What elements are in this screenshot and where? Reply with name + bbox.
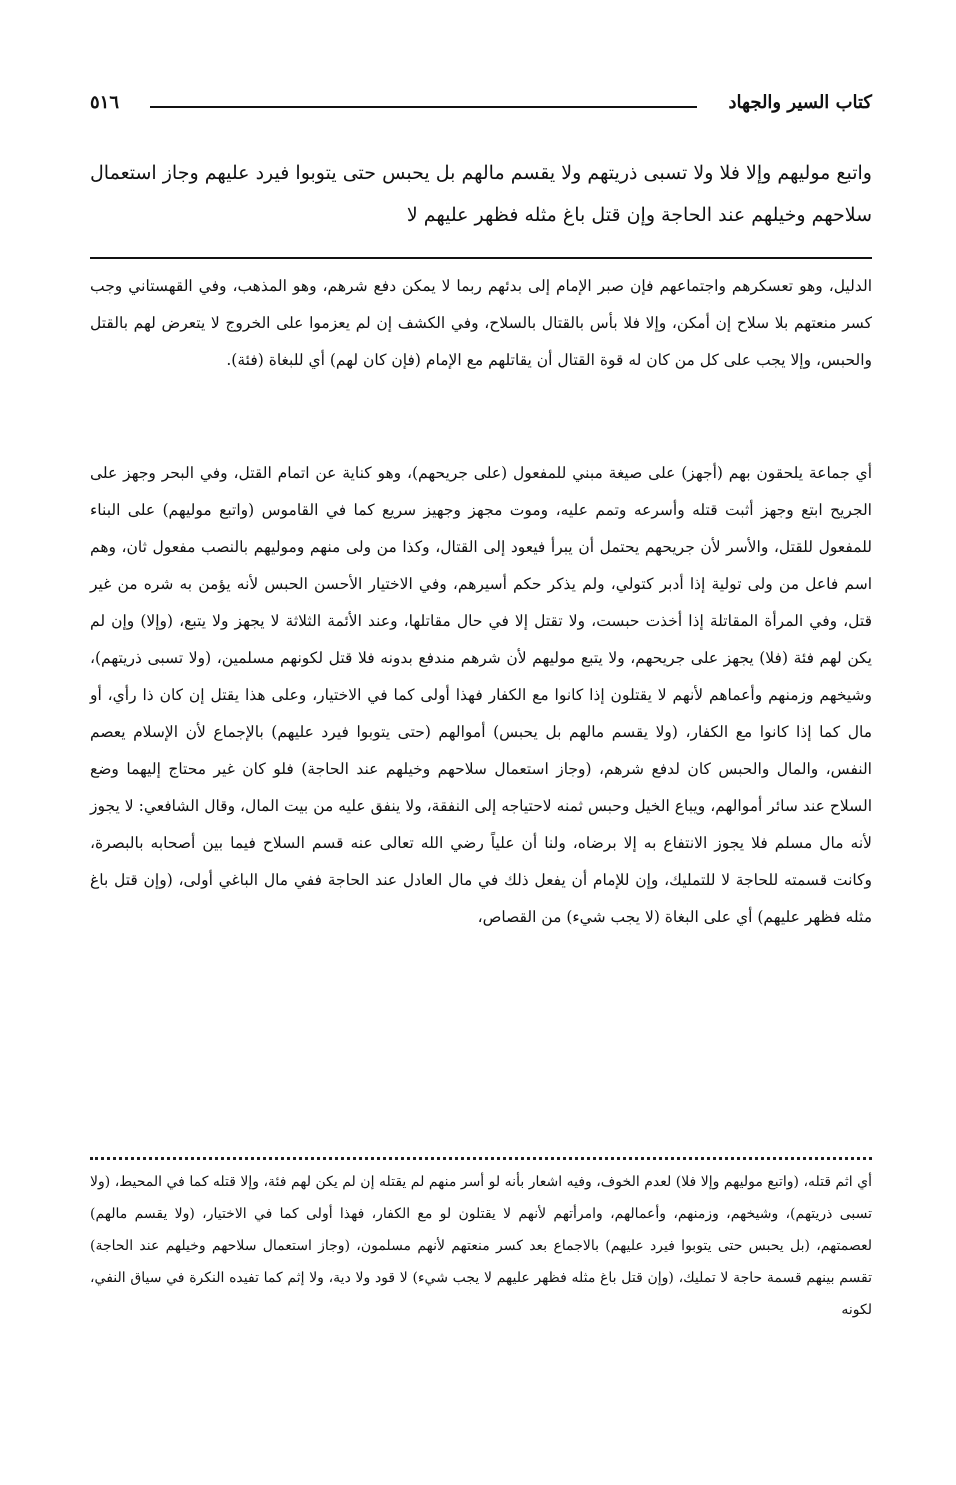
main-text-separator (90, 257, 872, 259)
footnote-separator (90, 1157, 872, 1160)
commentary-paragraph-1: الدليل، وهو تعسكرهم واجتماعهم فإن صبر الإمام إلى بدئهم ربما لا يمكن دفع شرهم، وهو المذهب، وفي القهستاني وجب كسر منعتهم بلا سلاح إن أمكن، وإلا فلا بأس بالقتال بالسلاح، وفي الكشف إن لم يعزموا على الخروج لا يتعرض لهم بالقتل والحبس، وإلا يجب على كل من كان له قوة القتال أن يقاتلهم مع الإمام (فإن كان لهم) أي للبغاة (فئة). (90, 277, 872, 369)
footnote-paragraph: أي اثم قتله، (واتبع موليهم وإلا فلا) لعدم الخوف، وفيه اشعار بأنه لو أسر منهم لم يقتله إن لم يكن لهم فئة، وإلا قتله كما في المحيط، (ولا تسبى ذريتهم)، وشيخهم، وزمنهم، وأعمالهم، وامرأتهم لأنهم لا يقتلون لو مع الكفار، فهذا أولى كما في الاختيار، (ولا يقسم مالهم) لعصمتهم، (بل يحبس حتى يتوبوا فيرد عليهم) بالاجماع بعد كسر منعتهم لأنهم مسلمون، (وجاز استعمال سلاحهم وخيلهم عند الحاجة) تقسم بينهم قسمة حاجة لا تمليك، (وإن قتل باغ مثله فظهر عليهم لا يجب شيء) لا قود ولا دية، ولا إثم كما تفيده النكرة في سياق النفي، لكونه (90, 1174, 872, 1318)
commentary-block-1 (90, 268, 872, 379)
commentary-block-2 (90, 455, 872, 936)
book-title: كتاب السير والجهاد (728, 92, 872, 113)
commentary-paragraph-2: أي جماعة يلحقون بهم (أجهز) على صيغة مبني للمفعول (على جريحهم)، وهو كناية عن اتمام القتل، وفي البحر وجهز على الجريح ابتع وجهز أثبت قتله وأسرعه وتمم عليه، وموت مجهز وجهيز سريع كما في القاموس (واتبع موليهم) على البناء للمفعول للقتل، والأسر لأن جريحهم يحتمل أن يبرأ فيعود إلى القتال، وكذا من ولى منهم وموليهم بالنصب مفعول ثان، وهم اسم فاعل من ولى تولية إذا أدبر كتولي، ولم يذكر حكم أسيرهم، وفي الاختيار الأحسن الحبس لأنه يؤمن به شره من غير قتل، وفي المرأة المقاتلة إذا أخذت حبست، ولا تقتل إلا في حال مقاتلها، وعند الأئمة الثلاثة لا يجهز ولا يتبع، (وإلا) وإن لم يكن لهم فئة (فلا) يجهز على جريحهم، ولا يتبع موليهم لأن شرهم مندفع بدونه فلا قتل لكونهم مسلمين، (ولا تسبى ذريتهم)، وشيخهم وزمنهم وأعماهم لأنهم لا يقتلون إذا كانوا مع الكفار فهذا أولى كما في الاختيار، وعلى هذا يقتل إن كان ذا رأي، أو مال كما إذا كانوا مع الكفار، (ولا يقسم مالهم بل يحبس) أموالهم (حتى يتوبوا فيرد عليهم) بالإجماع لأن الإسلام يعصم النفس، والمال والحبس كان لدفع شرهم، (وجاز استعمال سلاحهم وخيلهم عند الحاجة) فلو كان غير محتاج إليهما وضع السلاح عند سائر أموالهم، ويباع الخيل وحبس ثمنه لاحتياجه إلى النفقة، ولا ينفق عليه من بيت المال، وقال الشافعي: لا يجوز لأنه مال مسلم فلا يجوز الانتفاع به إلا برضاه، ولنا أن علياً رضي الله تعالى عنه قسم السلاح فيما بين أصحابه بالبصرة، وكانت قسمته للحاجة لا للتمليك، وإن للإمام أن يفعل ذلك في مال العادل عند الحاجة ففي مال الباغي أولى، (وإن قتل باغ مثله فظهر عليهم) أي على البغاة (لا يجب شيء) من القصاص، (90, 464, 872, 926)
page-number: ٥١٦ (90, 92, 120, 113)
main-text: واتبع موليهم وإلا فلا ولا تسبى ذريتهم ولا يقسم مالهم بل يحبس حتى يتوبوا فيرد عليهم وجاز استعمال سلاحهم وخيلهم عند الحاجة وإن قتل باغ مثله فظهر عليهم لا (90, 162, 872, 226)
running-header (90, 92, 872, 122)
header-rule (150, 106, 697, 108)
footnote-block (90, 1166, 872, 1326)
